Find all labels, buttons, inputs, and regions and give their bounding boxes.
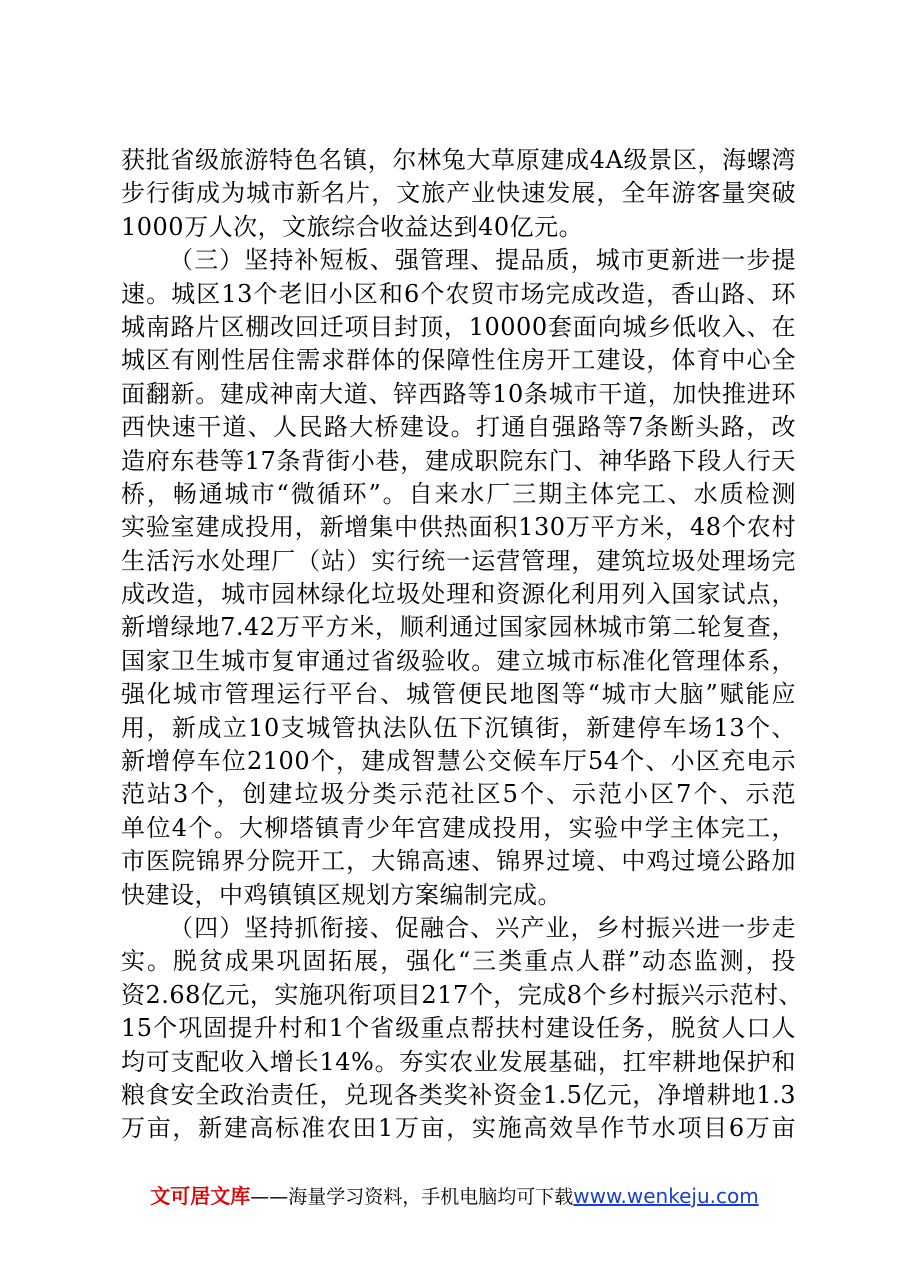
text-line: 强化城市管理运行平台、城管便民地图等“城市大脑”赋能应 bbox=[121, 680, 796, 709]
text-line: 1000万人次，文旅综合收益达到40亿元。 bbox=[121, 212, 584, 241]
text-line: 范站3个，创建垃圾分类示范社区5个、示范小区7个、示范 bbox=[121, 780, 796, 809]
text-line: 步行街成为城市新名片，文旅产业快速发展，全年游客量突破 bbox=[121, 179, 796, 208]
text-line: 生活污水处理厂（站）实行统一运营管理，建筑垃圾处理场完 bbox=[121, 546, 796, 575]
text-line: 城区有刚性居住需求群体的保障性住房开工建设，体育中心全 bbox=[121, 346, 796, 375]
footer-url-link[interactable]: www.wenkeju.com bbox=[573, 1184, 759, 1208]
text-line: 快建设，中鸡镇镇区规划方案编制完成。 bbox=[121, 880, 562, 909]
text-line: 成改造，城市园林绿化垃圾处理和资源化利用列入国家试点， bbox=[121, 580, 796, 609]
text-line: 资2.68亿元，实施巩衔项目217个，完成8个乡村振兴示范村、 bbox=[121, 980, 804, 1009]
text-line: 万亩，新建高标准农田1万亩，实施高效旱作节水项目6万亩 bbox=[121, 1114, 796, 1143]
section-heading-line: （四）坚持抓衔接、促融合、兴产业，乡村振兴进一步走 bbox=[169, 913, 796, 942]
text-line: 单位4个。大柳塔镇青少年宫建成投用，实验中学主体完工， bbox=[121, 813, 796, 842]
text-line: 速。城区13个老旧小区和6个农贸市场完成改造，香山路、环 bbox=[121, 279, 796, 308]
document-body bbox=[121, 144, 804, 1146]
text-line: 粮食安全政治责任，兑现各类奖补资金1.5亿元，净增耕地1.3 bbox=[121, 1080, 796, 1109]
text-line: 用，新成立10支城管执法队伍下沉镇街，新建停车场13个、 bbox=[121, 713, 796, 742]
footer-brand: 文可居文库 bbox=[150, 1184, 251, 1208]
text-line: 桥，畅通城市“微循环”。自来水厂三期主体完工、水质检测 bbox=[121, 479, 796, 508]
text-line: 获批省级旅游特色名镇，尔林兔大草原建成4A级景区，海螺湾 bbox=[121, 146, 796, 174]
footer-slogan: ——海量学习资料，手机电脑均可下载 bbox=[250, 1186, 574, 1208]
text-line: 实。脱贫成果巩固拓展，强化“三类重点人群”动态监测，投 bbox=[121, 947, 796, 976]
text-line: 国家卫生城市复审通过省级验收。建立城市标准化管理体系， bbox=[121, 646, 796, 675]
text-line: 西快速干道、人民路大桥建设。打通自强路等7条断头路，改 bbox=[121, 413, 796, 442]
footer-banner bbox=[0, 1180, 909, 1209]
text-line: 面翻新。建成神南大道、锌西路等10条城市干道，加快推进环 bbox=[121, 379, 796, 408]
text-line: 实验室建成投用，新增集中供热面积130万平方米，48个农村 bbox=[121, 513, 796, 542]
section-heading-line: （三）坚持补短板、强管理、提品质，城市更新进一步提 bbox=[169, 246, 796, 275]
text-line: 市医院锦界分院开工，大锦高速、锦界过境、中鸡过境公路加 bbox=[121, 847, 796, 876]
text-line: 城南路片区棚改回迁项目封顶，10000套面向城乡低收入、在 bbox=[121, 312, 796, 341]
text-line: 造府东巷等17条背街小巷，建成职院东门、神华路下段人行天 bbox=[121, 446, 796, 475]
text-line: 新增停车位2100个，建成智慧公交候车厅54个、小区充电示 bbox=[121, 747, 796, 776]
text-line: 15个巩固提升村和1个省级重点帮扶村建设任务，脱贫人口人 bbox=[121, 1014, 796, 1043]
text-line: 均可支配收入增长14%。夯实农业发展基础，扛牢耕地保护和 bbox=[121, 1047, 796, 1076]
text-line: 新增绿地7.42万平方米，顺利通过国家园林城市第二轮复查， bbox=[121, 613, 796, 642]
